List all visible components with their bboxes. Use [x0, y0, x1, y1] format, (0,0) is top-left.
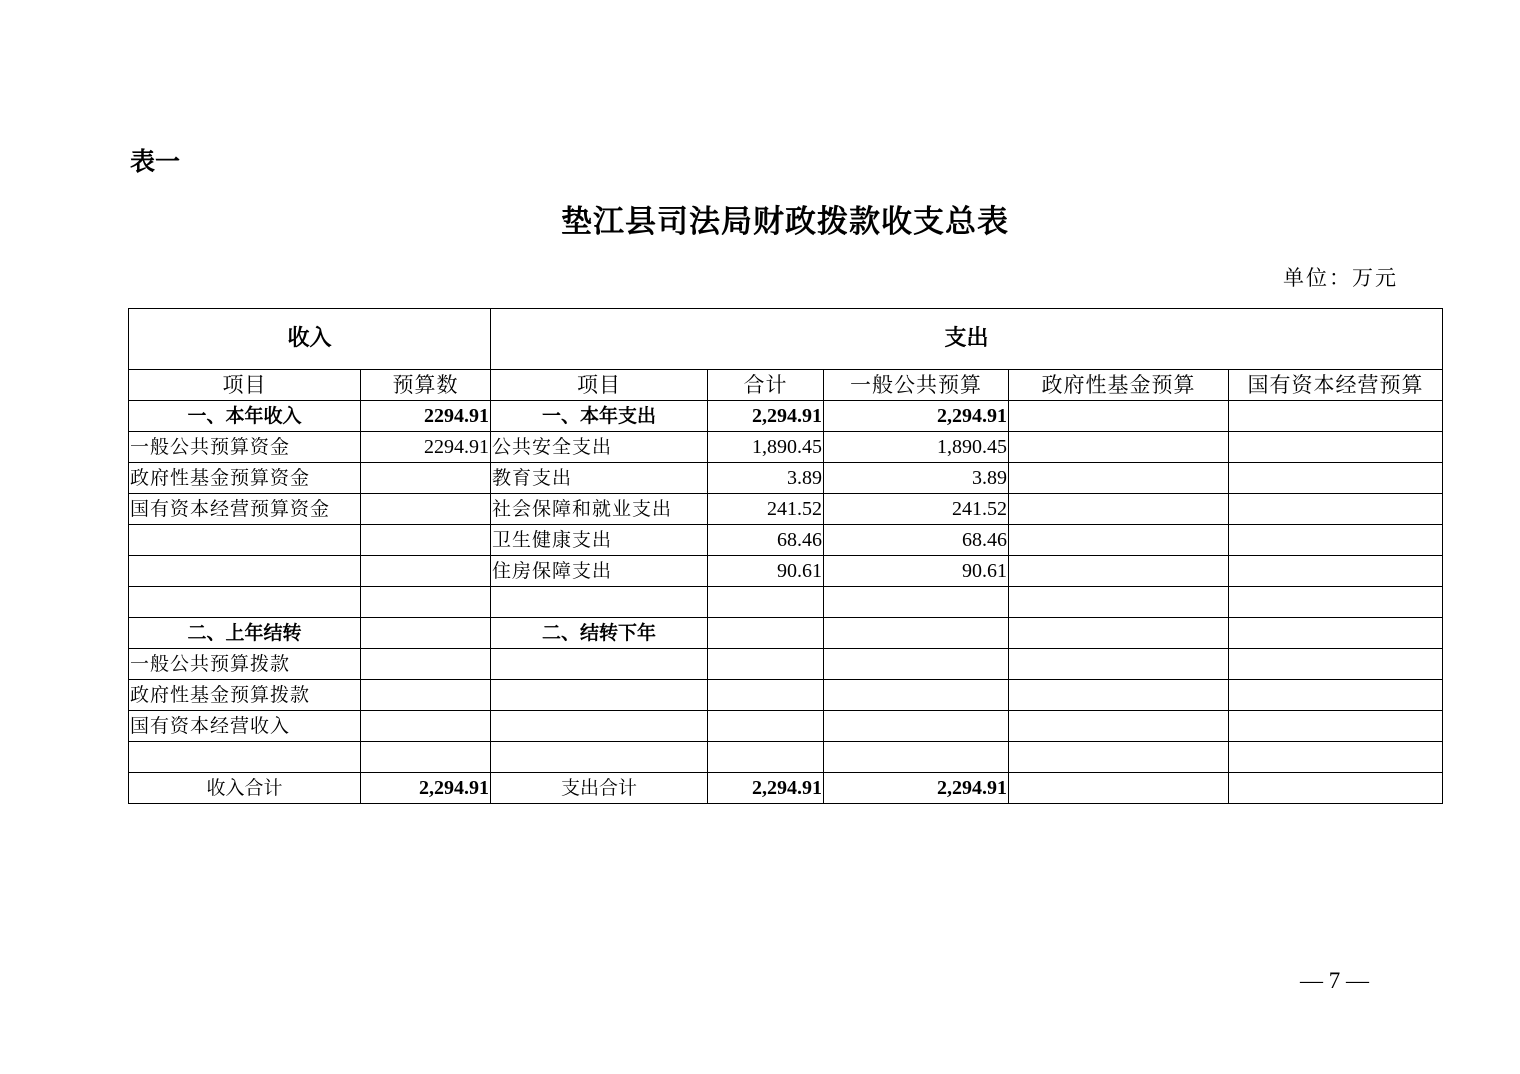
general-budget-amount: 241.52: [824, 494, 1009, 525]
gov-fund-amount: [1009, 556, 1229, 587]
general-budget-amount: 1,890.45: [824, 432, 1009, 463]
table-row: [129, 618, 1443, 649]
column-header-row: [129, 370, 1443, 401]
table-row: [129, 587, 1443, 618]
income-item: 政府性基金预算拨款: [129, 680, 361, 711]
general-budget-amount: [824, 587, 1009, 618]
expense-total: [708, 649, 824, 680]
expense-total: 1,890.45: [708, 432, 824, 463]
table-row: [129, 680, 1443, 711]
column-header-general-budget: 一般公共预算: [824, 370, 1009, 401]
expense-total: [708, 742, 824, 773]
state-capital-amount: [1229, 773, 1443, 804]
section-header-row: [129, 309, 1443, 370]
expense-total: [708, 587, 824, 618]
gov-fund-amount: [1009, 773, 1229, 804]
general-budget-amount: 68.46: [824, 525, 1009, 556]
gov-fund-amount: [1009, 711, 1229, 742]
income-item: 一般公共预算资金: [129, 432, 361, 463]
table-label: 表一: [130, 147, 181, 176]
expense-total: 2,294.91: [708, 401, 824, 432]
expense-item: [491, 711, 708, 742]
state-capital-amount: [1229, 587, 1443, 618]
general-budget-amount: 2,294.91: [824, 401, 1009, 432]
table-row: [129, 649, 1443, 680]
income-amount: [361, 618, 491, 649]
income-item: 国有资本经营预算资金: [129, 494, 361, 525]
state-capital-amount: [1229, 494, 1443, 525]
expense-total: 241.52: [708, 494, 824, 525]
general-budget-amount: 90.61: [824, 556, 1009, 587]
expense-total: [708, 618, 824, 649]
budget-summary-table: [128, 308, 1443, 804]
expense-item: 公共安全支出: [491, 432, 708, 463]
expense-item: 一、本年支出: [491, 401, 708, 432]
income-item: [129, 587, 361, 618]
state-capital-amount: [1229, 618, 1443, 649]
gov-fund-amount: [1009, 432, 1229, 463]
income-total-amount: 2,294.91: [361, 773, 491, 804]
expense-total: 2,294.91: [708, 773, 824, 804]
income-amount: [361, 587, 491, 618]
expense-header: 支出: [491, 309, 1443, 370]
expense-item: 卫生健康支出: [491, 525, 708, 556]
gov-fund-amount: [1009, 618, 1229, 649]
state-capital-amount: [1229, 742, 1443, 773]
table-row: [129, 494, 1443, 525]
income-amount: [361, 463, 491, 494]
column-header-budget-amount: 预算数: [361, 370, 491, 401]
expense-item: 住房保障支出: [491, 556, 708, 587]
gov-fund-amount: [1009, 401, 1229, 432]
income-amount: 2294.91: [361, 401, 491, 432]
income-amount: [361, 525, 491, 556]
column-header-state-capital-budget: 国有资本经营预算: [1229, 370, 1443, 401]
table-row: [129, 432, 1443, 463]
table-row: [129, 742, 1443, 773]
income-header: 收入: [129, 309, 491, 370]
income-item: 一、本年收入: [129, 401, 361, 432]
column-header-expense-item: 项目: [491, 370, 708, 401]
income-item: 一般公共预算拨款: [129, 649, 361, 680]
general-budget-amount: [824, 711, 1009, 742]
gov-fund-amount: [1009, 742, 1229, 773]
income-item: [129, 742, 361, 773]
state-capital-amount: [1229, 556, 1443, 587]
expense-item: 二、结转下年: [491, 618, 708, 649]
table-row: [129, 556, 1443, 587]
page-number: — 7 —: [1300, 968, 1369, 993]
gov-fund-amount: [1009, 680, 1229, 711]
unit-label: 单位：万元: [1283, 266, 1398, 290]
column-header-total: 合计: [708, 370, 824, 401]
gov-fund-amount: [1009, 587, 1229, 618]
expense-total: 90.61: [708, 556, 824, 587]
state-capital-amount: [1229, 401, 1443, 432]
table-row: [129, 401, 1443, 432]
income-amount: [361, 711, 491, 742]
general-budget-amount: 3.89: [824, 463, 1009, 494]
table-row: [129, 525, 1443, 556]
expense-item: 社会保障和就业支出: [491, 494, 708, 525]
general-budget-amount: [824, 680, 1009, 711]
gov-fund-amount: [1009, 494, 1229, 525]
state-capital-amount: [1229, 525, 1443, 556]
expense-item: [491, 587, 708, 618]
state-capital-amount: [1229, 649, 1443, 680]
expense-total: 3.89: [708, 463, 824, 494]
income-amount: [361, 649, 491, 680]
income-item: 二、上年结转: [129, 618, 361, 649]
income-amount: [361, 556, 491, 587]
income-item: 国有资本经营收入: [129, 711, 361, 742]
column-header-income-item: 项目: [129, 370, 361, 401]
expense-item: [491, 742, 708, 773]
gov-fund-amount: [1009, 525, 1229, 556]
state-capital-amount: [1229, 463, 1443, 494]
gov-fund-amount: [1009, 463, 1229, 494]
general-budget-amount: 2,294.91: [824, 773, 1009, 804]
table-row: [129, 711, 1443, 742]
income-amount: 2294.91: [361, 432, 491, 463]
income-item: 政府性基金预算资金: [129, 463, 361, 494]
totals-row: [129, 773, 1443, 804]
income-item: [129, 556, 361, 587]
expense-total: 68.46: [708, 525, 824, 556]
state-capital-amount: [1229, 680, 1443, 711]
general-budget-amount: [824, 649, 1009, 680]
general-budget-amount: [824, 618, 1009, 649]
expense-total: [708, 680, 824, 711]
state-capital-amount: [1229, 432, 1443, 463]
income-amount: [361, 742, 491, 773]
table-row: [129, 463, 1443, 494]
income-amount: [361, 680, 491, 711]
income-amount: [361, 494, 491, 525]
income-item: [129, 525, 361, 556]
document-title: 垫江县司法局财政拨款收支总表: [561, 204, 1009, 240]
expense-total-label: 支出合计: [491, 773, 708, 804]
state-capital-amount: [1229, 711, 1443, 742]
column-header-gov-fund-budget: 政府性基金预算: [1009, 370, 1229, 401]
gov-fund-amount: [1009, 649, 1229, 680]
general-budget-amount: [824, 742, 1009, 773]
income-total-label: 收入合计: [129, 773, 361, 804]
expense-item: [491, 649, 708, 680]
expense-item: 教育支出: [491, 463, 708, 494]
expense-item: [491, 680, 708, 711]
expense-total: [708, 711, 824, 742]
